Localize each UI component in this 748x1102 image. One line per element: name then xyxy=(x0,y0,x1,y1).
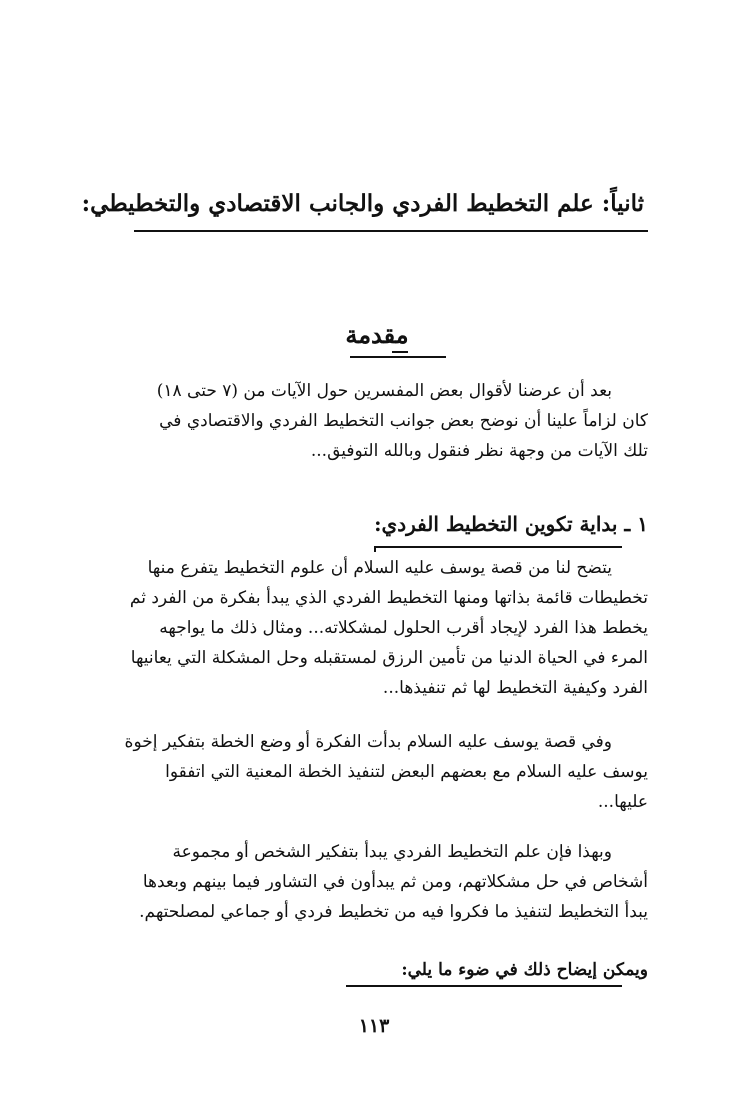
introduction-underline xyxy=(350,356,446,358)
subsection-heading: ١ ـ بداية تكوين التخطيط الفردي: xyxy=(374,512,648,536)
paragraph-line: تلك الآيات من وجهة نظر فنقول وبالله التوفيق... xyxy=(310,441,648,461)
subsection-underline xyxy=(374,546,622,548)
introduction-paragraph xyxy=(88,376,648,466)
body-paragraph xyxy=(88,727,648,817)
body-paragraph xyxy=(88,553,648,703)
paragraph-line: بعد أن عرضنا لأقوال بعض المفسرين حول الآيات من (٧ حتى ١٨) xyxy=(156,381,612,401)
introduction-title: مقدمة xyxy=(345,320,409,349)
paragraph-line: الفرد وكيفية التخطيط لها ثم تنفيذها... xyxy=(382,678,648,698)
title-underline xyxy=(134,230,648,232)
paragraph-line: المرء في الحياة الدنيا من تأمين الرزق لمستقبله وحل المشكلة التي يعانيها xyxy=(130,648,648,668)
paragraph-line: وفي قصة يوسف عليه السلام بدأت الفكرة أو وضع الخطة بتفكير إخوة xyxy=(124,732,612,752)
section-title: ثانياً: علم التخطيط الفردي والجانب الاقتصادي والتخطيطي: xyxy=(81,190,644,217)
paragraph-line: كان لزاماً علينا أن نوضح بعض جوانب التخطيط الفردي والاقتصادي في xyxy=(159,411,648,431)
paragraph-line: يوسف عليه السلام مع بعضهم البعض لتنفيذ الخطة المعنية التي اتفقوا xyxy=(165,762,648,782)
body-paragraph xyxy=(88,837,648,927)
paragraph-line: يبدأ التخطيط لتنفيذ ما فكروا فيه من تخطيط فردي أو جماعي لمصلحتهم. xyxy=(139,902,648,922)
introduction-underline-accent xyxy=(392,351,408,353)
paragraph-line: أشخاص في حل مشكلاتهم، ومن ثم يبدأون في التشاور فيما بينهم وبعدها xyxy=(142,872,648,892)
paragraph-line: تخطيطات قائمة بذاتها ومنها التخطيط الفردي الذي يبدأ بفكرة من الفرد ثم xyxy=(129,588,648,608)
paragraph-line: وبهذا فإن علم التخطيط الفردي يبدأ بتفكير الشخص أو مجموعة xyxy=(172,842,612,862)
closing-underline xyxy=(346,985,622,987)
paragraph-line: يخطط هذا الفرد لإيجاد أقرب الحلول لمشكلاته... ومثال ذلك ما يواجهه xyxy=(159,618,648,638)
closing-line: ويمكن إيضاح ذلك في ضوء ما يلي: xyxy=(401,960,648,980)
subsection-underline-tick xyxy=(374,548,376,552)
page-number: ١١٣ xyxy=(358,1015,390,1037)
paragraph-line: يتضح لنا من قصة يوسف عليه السلام أن علوم التخطيط يتفرع منها xyxy=(147,558,612,578)
paragraph-line: عليها... xyxy=(597,792,648,812)
